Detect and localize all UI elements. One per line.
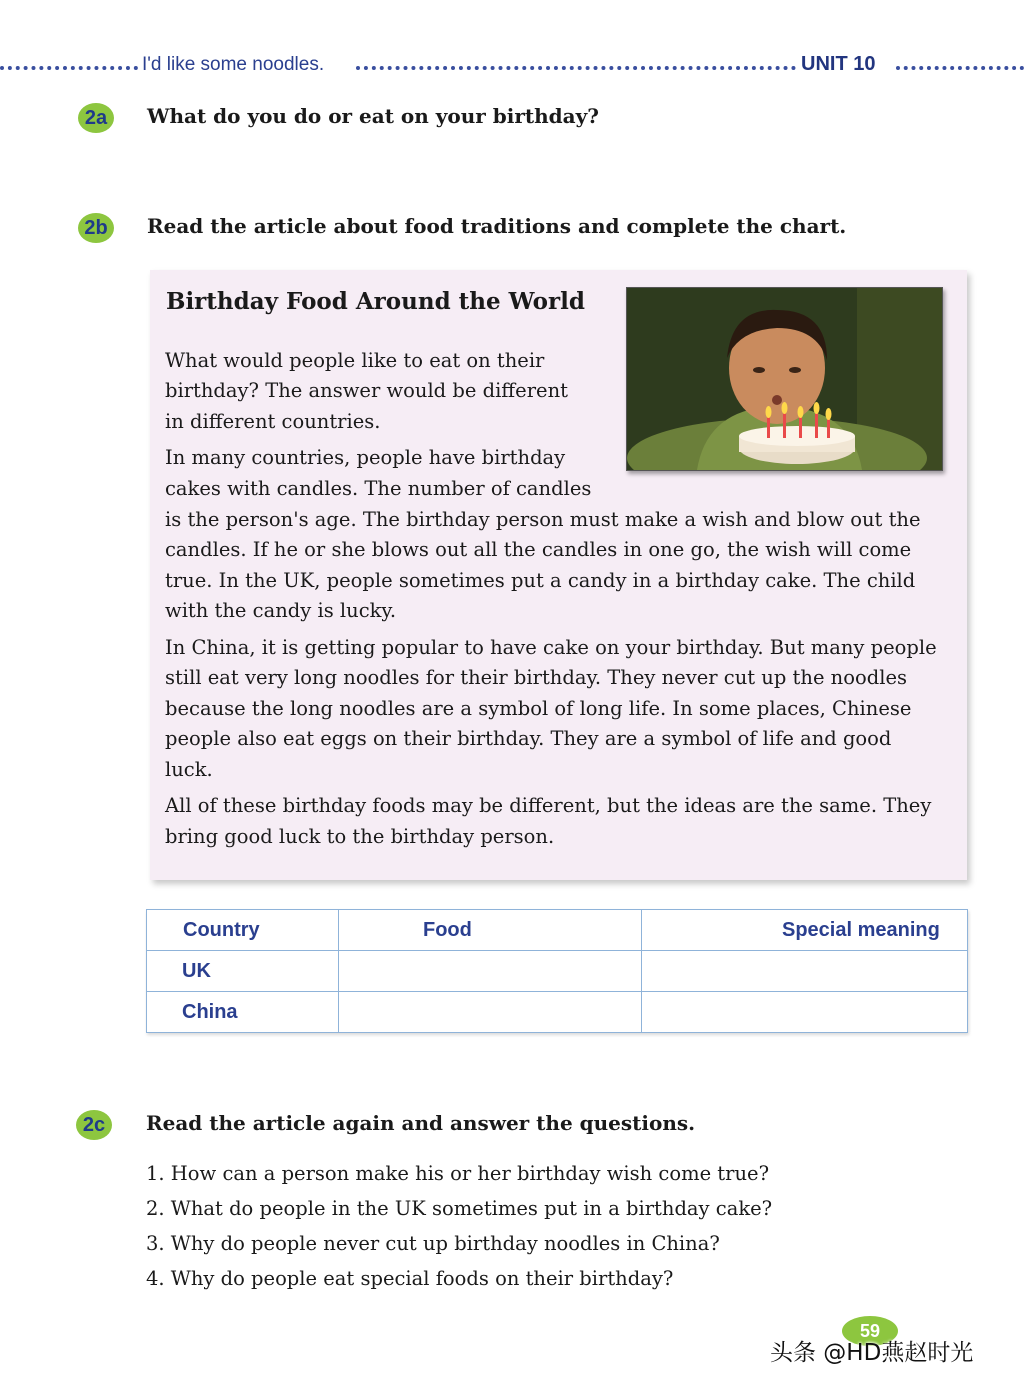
header-dots-middle (356, 66, 796, 70)
unit-label: UNIT 10 (801, 53, 876, 75)
section-badge-2b: 2b (78, 213, 114, 243)
article-line-3: in different countries. (165, 410, 381, 433)
article-line-7: candles. If he or she blows out all the candles in one go, the wish will come (165, 538, 912, 561)
chart-header-food: Food (339, 910, 642, 951)
article-line-1: What would people like to eat on their (165, 349, 545, 372)
instruction-2a: What do you do or eat on your birthday? (147, 104, 599, 128)
article-line-8: true. In the UK, people sometimes put a candy in a birthday cake. The child (165, 569, 916, 592)
question-3: 3. Why do people never cut up birthday noodles in China? (146, 1232, 720, 1255)
article-line-15: All of these birthday foods may be different, but the ideas are the same. They (165, 794, 932, 817)
article-line-10: In China, it is getting popular to have cake on your birthday. But many people (165, 636, 937, 659)
chart-row-china (147, 992, 968, 1033)
birthday-photo (626, 287, 943, 471)
chart-cell-food-blank[interactable] (339, 951, 642, 992)
article-line-13: people also eat eggs on their birthday. They are a symbol of life and good (165, 727, 892, 750)
article-line-6: is the person's age. The birthday person must make a wish and blow out the (165, 508, 921, 531)
article-line-14: luck. (165, 758, 213, 781)
chart-header-meaning: Special meaning (642, 910, 968, 951)
running-header (0, 52, 1024, 80)
section-badge-2a: 2a (78, 103, 114, 133)
chart-header-row (147, 910, 968, 951)
article-line-11: still eat very long noodles for their birthday. They never cut up the noodles (165, 666, 907, 689)
header-dots-left (0, 66, 138, 70)
page-number: 59 (842, 1316, 898, 1346)
section-badge-2c: 2c (76, 1110, 112, 1140)
article-line-5: cakes with candles. The number of candles (165, 477, 592, 500)
article-line-16: bring good luck to the birthday person. (165, 825, 555, 848)
chart-row-uk (147, 951, 968, 992)
boy-blowing-candles-illustration (627, 288, 942, 470)
article-title: Birthday Food Around the World (166, 288, 585, 315)
article-line-9: with the candy is lucky. (165, 599, 397, 622)
header-dots-right (896, 66, 1024, 70)
question-4: 4. Why do people eat special foods on their birthday? (146, 1267, 674, 1290)
article-line-12: because the long noodles are a symbol of long life. In some places, Chinese (165, 697, 912, 720)
completion-chart (146, 909, 968, 1033)
chart-header-country: Country (147, 910, 339, 951)
chart-cell-meaning-blank[interactable] (642, 992, 968, 1033)
chart-cell-country: UK (147, 951, 339, 992)
question-1: 1. How can a person make his or her birthday wish come true? (146, 1162, 770, 1185)
chart-cell-country: China (147, 992, 339, 1033)
chart-cell-food-blank[interactable] (339, 992, 642, 1033)
lesson-title: I'd like some noodles. (142, 54, 325, 75)
article-line-4: In many countries, people have birthday (165, 446, 566, 469)
question-2: 2. What do people in the UK sometimes put in a birthday cake? (146, 1197, 773, 1220)
instruction-2b: Read the article about food traditions and complete the chart. (147, 214, 847, 238)
watermark: 头条 @HD燕赵时光 (770, 1340, 974, 1366)
chart-cell-meaning-blank[interactable] (642, 951, 968, 992)
article-box (150, 270, 967, 880)
article-line-2: birthday? The answer would be different (165, 379, 568, 402)
instruction-2c: Read the article again and answer the questions. (146, 1111, 696, 1135)
